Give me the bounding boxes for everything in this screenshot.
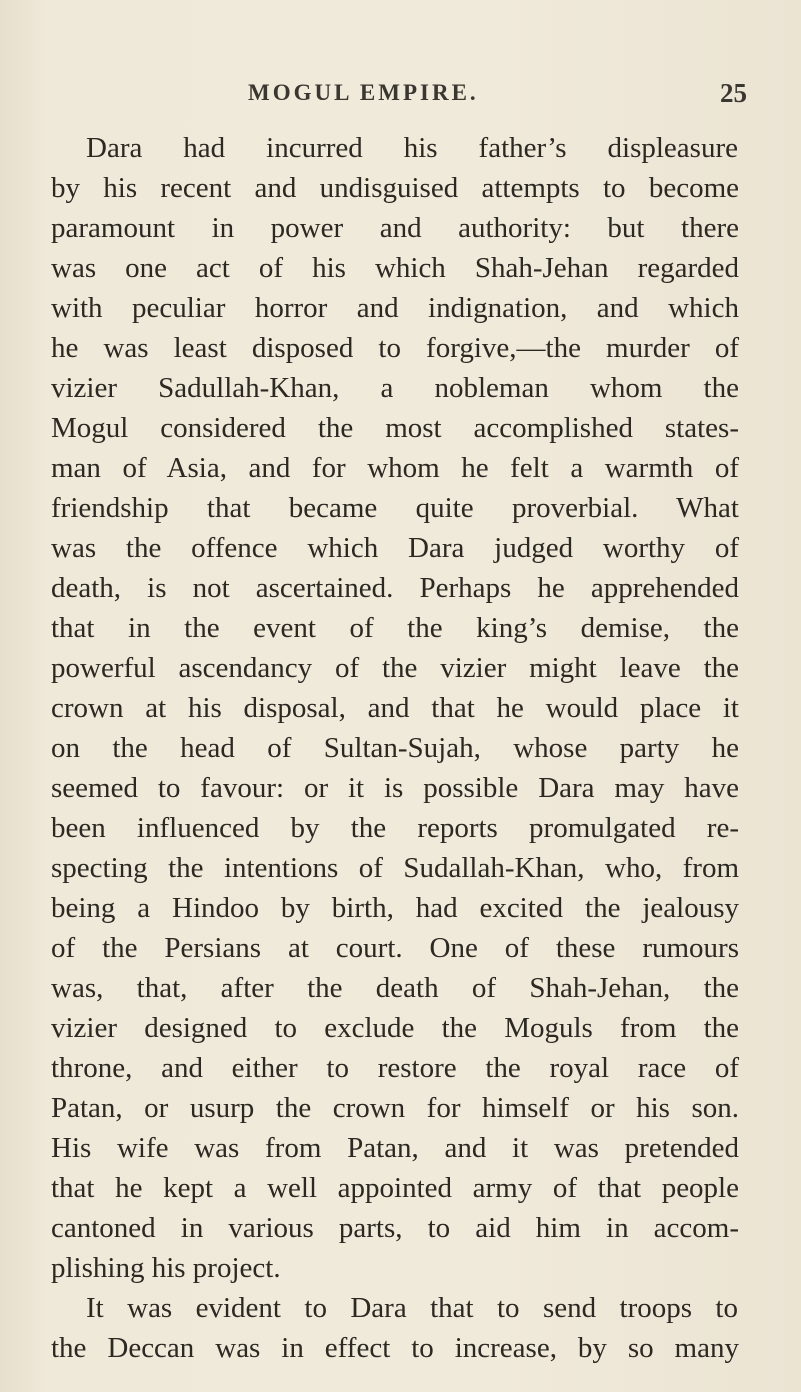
text-line: was the offence which Dara judged worthy of xyxy=(51,532,739,564)
text-line: been influenced by the reports promulgated re- xyxy=(51,812,739,844)
text-line: plishing his project. xyxy=(51,1252,281,1284)
text-line: he was least disposed to forgive,—the murder of xyxy=(51,332,739,364)
text-line: that he kept a well appointed army of that people xyxy=(51,1172,739,1204)
text-line: vizier designed to exclude the Moguls from the xyxy=(51,1012,739,1044)
text-line: the Deccan was in effect to increase, by so many xyxy=(51,1332,739,1364)
text-line: with peculiar horror and indignation, and which xyxy=(51,292,739,324)
text-line: throne, and either to restore the royal race of xyxy=(51,1052,739,1084)
text-line: It was evident to Dara that to send troops to xyxy=(86,1292,738,1324)
running-title: MOGUL EMPIRE. xyxy=(248,80,479,105)
text-line: crown at his disposal, and that he would place it xyxy=(51,692,739,724)
text-line: seemed to favour: or it is possible Dara may have xyxy=(51,772,739,804)
text-line: Mogul considered the most accomplished states- xyxy=(51,412,739,444)
text-line: of the Persians at court. One of these rumours xyxy=(51,932,739,964)
text-line: was, that, after the death of Shah-Jehan, the xyxy=(51,972,739,1004)
running-head xyxy=(0,80,801,112)
text-line: Patan, or usurp the crown for himself or his son. xyxy=(51,1092,739,1124)
text-line: that in the event of the king’s demise, the xyxy=(51,612,739,644)
text-line: vizier Sadullah-Khan, a nobleman whom the xyxy=(51,372,739,404)
text-line: by his recent and undisguised attempts to become xyxy=(51,172,739,204)
text-line: specting the intentions of Sudallah-Khan, who, from xyxy=(51,852,739,884)
text-line: was one act of his which Shah-Jehan regarded xyxy=(51,252,739,284)
text-line: death, is not ascertained. Perhaps he apprehended xyxy=(51,572,739,604)
text-line: Dara had incurred his father’s displeasure xyxy=(86,132,738,164)
text-line: on the head of Sultan-Sujah, whose party he xyxy=(51,732,739,764)
text-line: paramount in power and authority: but there xyxy=(51,212,739,244)
text-line: His wife was from Patan, and it was pretended xyxy=(51,1132,739,1164)
text-line: cantoned in various parts, to aid him in accom- xyxy=(51,1212,739,1244)
text-line: being a Hindoo by birth, had excited the jealousy xyxy=(51,892,739,924)
text-line: friendship that became quite proverbial. What xyxy=(51,492,739,524)
text-line: man of Asia, and for whom he felt a warmth of xyxy=(51,452,739,484)
text-line: powerful ascendancy of the vizier might leave the xyxy=(51,652,739,684)
page-number: 25 xyxy=(720,78,747,108)
